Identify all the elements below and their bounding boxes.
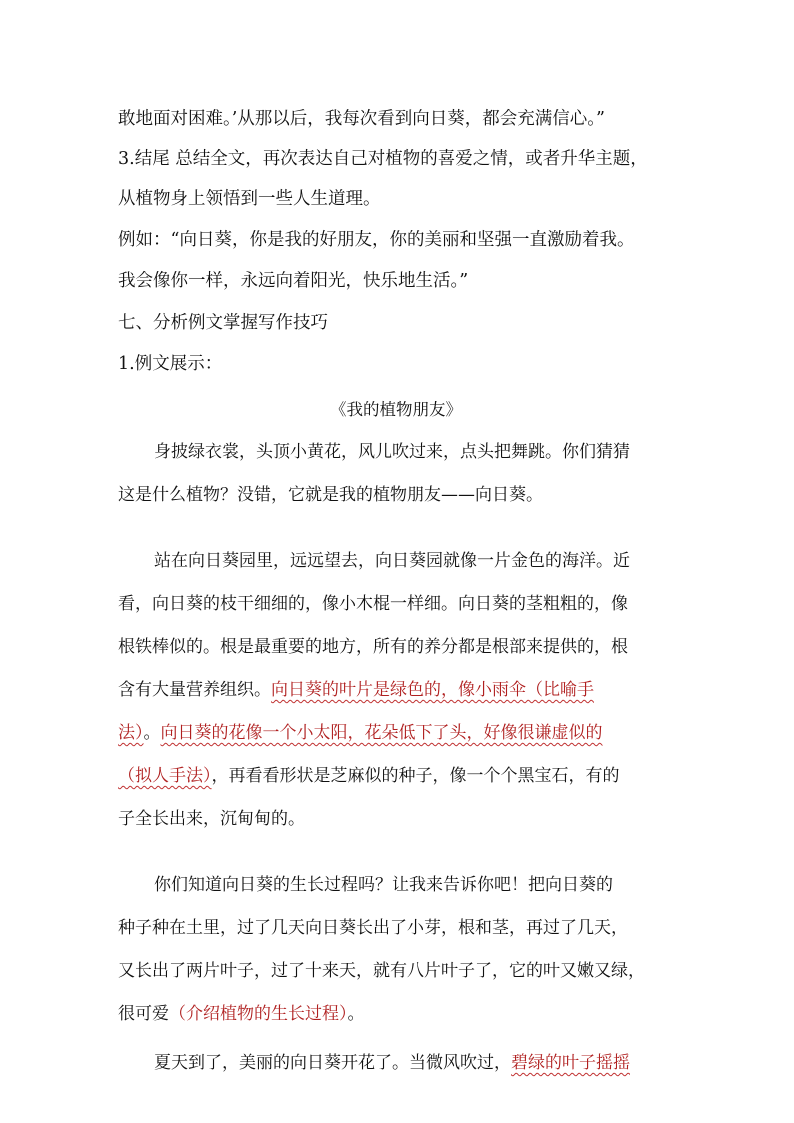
essay-line: 这是什么植物？没错，它就是我的植物朋友——向日葵。 — [118, 485, 543, 505]
plain-text: ，再看看形状是芝麻似的种子，像一个个黑宝石，有的 — [211, 766, 620, 786]
essay-line: 站在向日葵园里，远远望去，向日葵园就像一片金色的海洋。近 — [154, 551, 630, 571]
plain-text: 很可爱 — [118, 1004, 169, 1024]
annotation-text: 向日葵的花像一个小太阳，花朵低下了头，好像很谦虚似的 — [160, 723, 603, 743]
essay-line: 看，向日葵的枝干细细的，像小木棍一样细。向日葵的茎粗粗的，像 — [118, 594, 628, 614]
text-line: 3.结尾 总结全文，再次表达自己对植物的喜爱之情，或者升华主题， — [118, 149, 648, 169]
essay-line — [118, 764, 674, 788]
essay-line — [154, 1051, 674, 1075]
annotation-text: 法） — [118, 723, 144, 743]
text-line: 例如：“向日葵，你是我的好朋友，你的美丽和坚强一直激励着我。 — [118, 230, 635, 250]
text-line: 从植物身上领悟到一些人生道理。 — [118, 189, 381, 209]
essay-line: 子全长出来，沉甸甸的。 — [118, 809, 305, 829]
annotation-text: （拟人手法） — [118, 766, 212, 786]
essay-line: 又长出了两片叶子，过了十来天，就有八片叶子了，它的叶又嫩又绿， — [118, 961, 645, 981]
plain-text: 。 — [143, 723, 161, 743]
annotation-text: 向日葵的叶片是绿色的，像小雨伞（比喻手 — [271, 680, 594, 700]
plain-text: 。 — [347, 1004, 365, 1024]
essay-line: 种子种在土里，过了几天向日葵长出了小芽，根和茎，再过了几天， — [118, 918, 628, 938]
essay-line: 你们知道向日葵的生长过程吗？让我来告诉你吧！把向日葵的 — [154, 875, 613, 895]
essay-title: 《我的植物朋友》 — [330, 400, 462, 419]
annotation-text: （介绍植物的生长过程） — [169, 1004, 348, 1024]
plain-text: 含有大量营养组织。 — [118, 680, 271, 700]
essay-line: 身披绿衣裳，头顶小黄花，风儿吹过来，点头把舞跳。你们猜猜 — [154, 442, 630, 462]
text-line: 敢地面对困难。’从那以后，我每次看到向日葵，都会充满信心。” — [118, 109, 606, 129]
section-heading: 七、分析例文掌握写作技巧 — [118, 313, 328, 333]
annotation-text: 碧绿的叶子摇摇 — [511, 1053, 630, 1073]
essay-line — [118, 721, 674, 745]
plain-text: 夏天到了，美丽的向日葵开花了。当微风吹过， — [154, 1053, 511, 1073]
essay-line: 根铁棒似的。根是最重要的地方，所有的养分都是根部来提供的，根 — [118, 637, 628, 657]
text-line: 我会像你一样，永远向着阳光，快乐地生活。” — [118, 271, 469, 291]
essay-line — [118, 1002, 674, 1026]
essay-line — [118, 678, 674, 702]
text-line: 1.例文展示： — [118, 354, 223, 374]
